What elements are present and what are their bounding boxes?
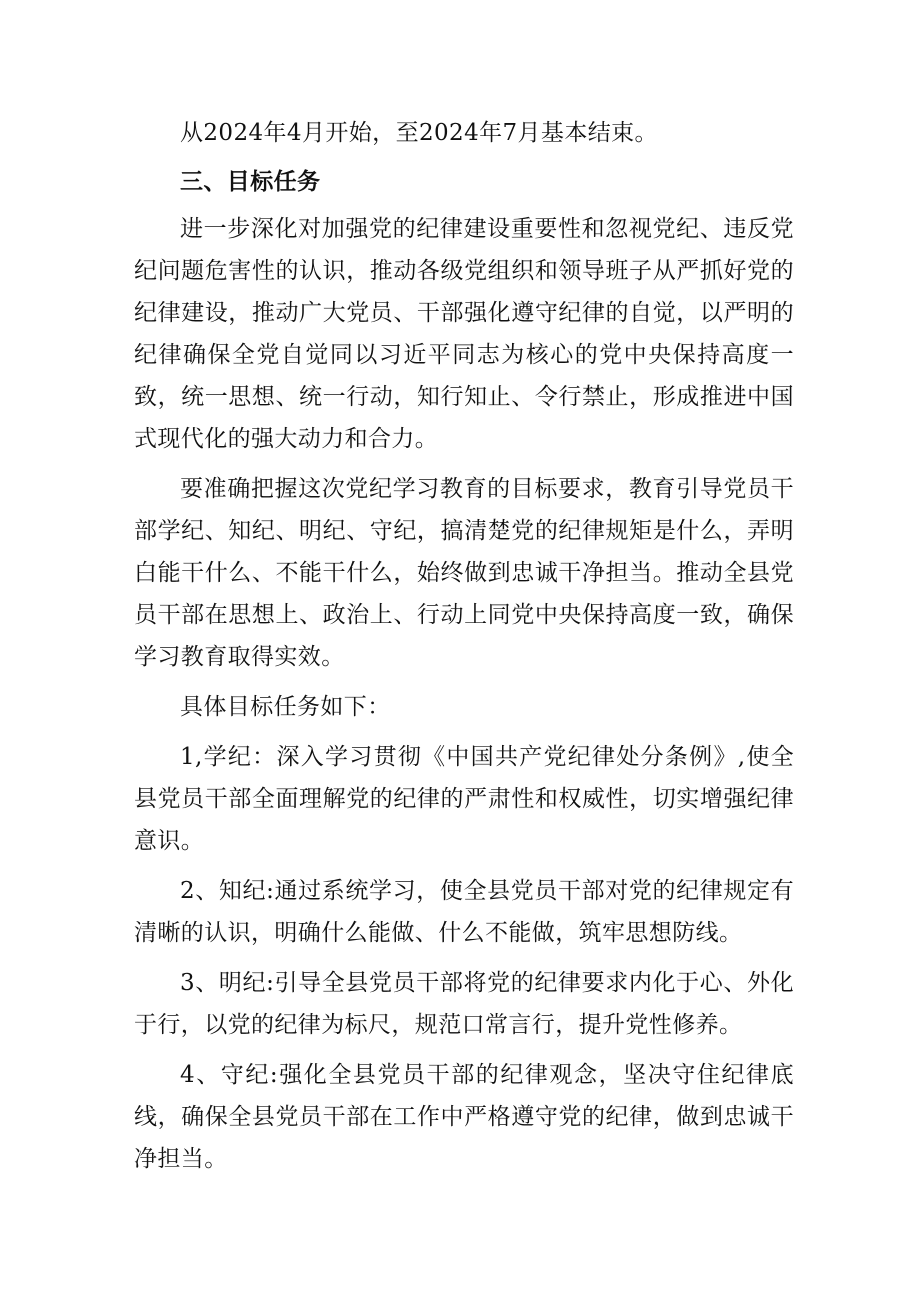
section-heading-goals: 三、目标任务 xyxy=(180,169,321,195)
paragraph-specific-tasks-intro: 具体目标任务如下： xyxy=(180,694,391,720)
paragraph-task-understand-discipline: 3、明纪:引导全县党员干部将党的纪律要求内化于心、外化于行，以党的纪律为标尺，规范口常言行，提升党性修养。 xyxy=(134,970,794,1038)
paragraph-task-learn-discipline: 1,学纪：深入学习贯彻《中国共产党纪律处分条例》,使全县党员干部全面理解党的纪律的严肃性和权威性，切实增强纪律意识。 xyxy=(134,744,794,854)
paragraph-task-keep-discipline: 4、守纪:强化全县党员干部的纪律观念，坚决守住纪律底线，确保全县党员干部在工作中严格遵守党的纪律，做到忠诚干净担当。 xyxy=(134,1062,794,1172)
paragraph-task-know-discipline: 2、知纪:通过系统学习，使全县党员干部对党的纪律规定有清晰的认识，明确什么能做、什么不能做，筑牢思想防线。 xyxy=(134,878,794,946)
paragraph-goal-requirements: 要准确把握这次党纪学习教育的目标要求，教育引导党员干部学纪、知纪、明纪、守纪，搞清楚党的纪律规矩是什么，弄明白能干什么、不能干什么，始终做到忠诚干净担当。推动全县党员干部在思想上、政治上、行动上同党中央保持高度一致，确保学习教育取得实效。 xyxy=(134,476,794,670)
document-body xyxy=(134,112,794,1188)
paragraph-deepen-understanding: 进一步深化对加强党的纪律建设重要性和忽视党纪、违反党纪问题危害性的认识，推动各级党组织和领导班子从严抓好党的纪律建设，推动广大党员、干部强化遵守纪律的自觉，以严明的纪律确保全党自觉同以习近平同志为核心的党中央保持高度一致，统一思想、统一行动，知行知止、令行禁止，形成推进中国式现代化的强大动力和合力。 xyxy=(134,216,794,452)
paragraph-period: 从2024年4月开始，至2024年7月基本结束。 xyxy=(180,120,658,146)
